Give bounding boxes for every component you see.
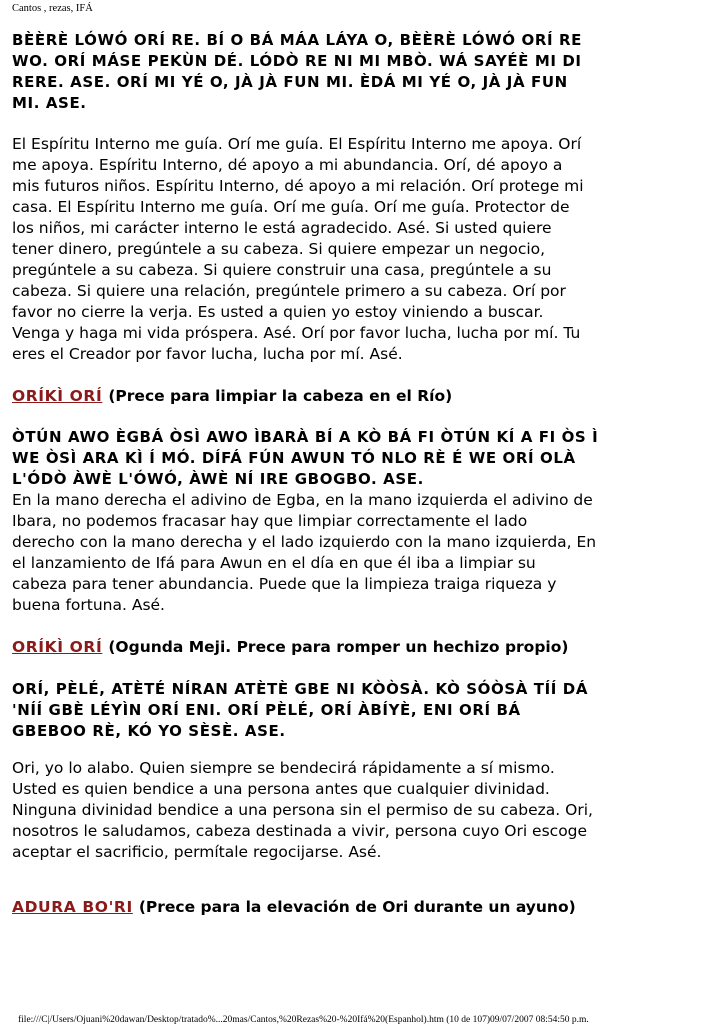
spanish-translation-3: Ori, yo lo alabo. Quien siempre se bendecirá rápidamente a sí mismo. Usted es quien bendice a una persona antes que cualquier divinidad. Ninguna divinidad bendice a una persona sin el permiso de su cabeza. Ori, nosotros le saludamos, cabeza destinada a vivir, persona cuyo Ori escoge aceptar el sacrificio, permítale regocijarse. Asé. bbox=[12, 759, 593, 861]
section-subtitle: (Prece para la elevación de Ori durante un ayuno) bbox=[138, 898, 576, 916]
section-title-adura-bori bbox=[12, 897, 712, 918]
spanish-translation-2: En la mano derecha el adivino de Egba, en la mano izquierda el adivino de Ibara, no podemos fracasar hay que limpiar correctamente el lado derecho con la mano derecha y el lado izquierdo con la mano izquierda, En el lanzamiento de Ifá para Awun en el día en que él iba a limpiar su cabeza para tener abundancia. Puede que la limpieza traiga riqueza y buena fortuna. Asé. bbox=[12, 491, 597, 614]
page-footer-url: file:///C|/Users/Ojuani%20dawan/Desktop/tratado%...20mas/Cantos,%20Rezas%20-%20Ifá%20(Espanhol).htm (10 de 107)09/07/2007 08:54:50 p.m. bbox=[18, 1015, 589, 1025]
section-title-text: ORÍKÌ ORÍ bbox=[12, 387, 103, 405]
section-title-text: ADURA BO'RI bbox=[12, 898, 133, 916]
section-title-oriki-ori-2 bbox=[12, 637, 712, 658]
spanish-translation-1: El Espíritu Interno me guía. Orí me guía. El Espíritu Interno me apoya. Orí me apoya. Espíritu Interno, dé apoyo a mi abundancia. Orí, dé apoyo a mis futuros niños. Espíritu Interno, dé apoyo a mi relación. Orí protege mi casa. El Espíritu Interno me guía. Orí me guía. Orí me guía. Protector de los niños, mi carácter interno le está agradecido. Asé. Si usted quiere tener dinero, pregúntele a su cabeza. Si quiere empezar un negocio, pregúntele a su cabeza. Si quiere construir una casa, pregúntele a su cabeza. Si quiere una relación, pregúntele primero a su cabeza. Orí por favor no cierre la verja. Es usted a quien yo estoy viniendo a buscar. Venga y haga mi vida próspera. Asé. Orí por favor lucha, lucha por mí. Tu eres el Creador por favor lucha, lucha por mí. Asé. bbox=[12, 135, 584, 363]
section-subtitle: (Ogunda Meji. Prece para romper un hechizo propio) bbox=[108, 638, 569, 656]
yoruba-prayer-2: ÒTÚN AWO ÈGBÁ ÒSÌ AWO ÌBARÀ BÍ A KÒ BÁ FI ÒTÚN KÍ A FI ÒS Ì WE ÒSÌ ARA KÌ Í MÓ. DÍFÁ FÚN AWUN TÓ NLO RÈ É WE ORÍ OLÀ L'ÓDÒ ÀWÈ L'ÓWÓ, ÀWÈ NÍ IRE GBOGBO. ASE. bbox=[12, 428, 599, 488]
document-body bbox=[12, 30, 712, 918]
section-subtitle: (Prece para limpiar la cabeza en el Río) bbox=[108, 387, 453, 405]
yoruba-prayer-3: ORÍ, PÈLÉ, ATÈTÉ NÍRAN ATÈTÈ GBE NI KÒÒSÀ. KÒ SÓÒSÀ TÍÍ DÁ 'NÍÍ GBÈ LÉYÌN ORÍ ENI. ORÍ PÈLÉ, ORÍ ÀBÍYÈ, ENI ORÍ BÁ GBEBOO RÈ, KÓ YO SÈSÈ. ASE. bbox=[12, 680, 589, 740]
section-title-text: ORÍKÌ ORÍ bbox=[12, 638, 103, 656]
page-header: Cantos , rezas, IFÁ bbox=[12, 3, 93, 14]
yoruba-prayer-1: BÈÈRÈ LÓWÓ ORÍ RE. BÍ O BÁ MÁA LÁYA O, BÈÈRÈ LÓWÓ ORÍ RE WO. ORÍ MÁSE PEKÙN DÉ. LÓDÒ RE NI MI MBÒ. WÁ SAYÉÈ MI DI RERE. ASE. ORÍ MI YÉ O, JÀ JÀ FUN MI. ÈDÁ MI YÉ O, JÀ JÀ FUN MI. ASE. bbox=[12, 31, 582, 112]
section-title-oriki-ori-1 bbox=[12, 386, 712, 407]
